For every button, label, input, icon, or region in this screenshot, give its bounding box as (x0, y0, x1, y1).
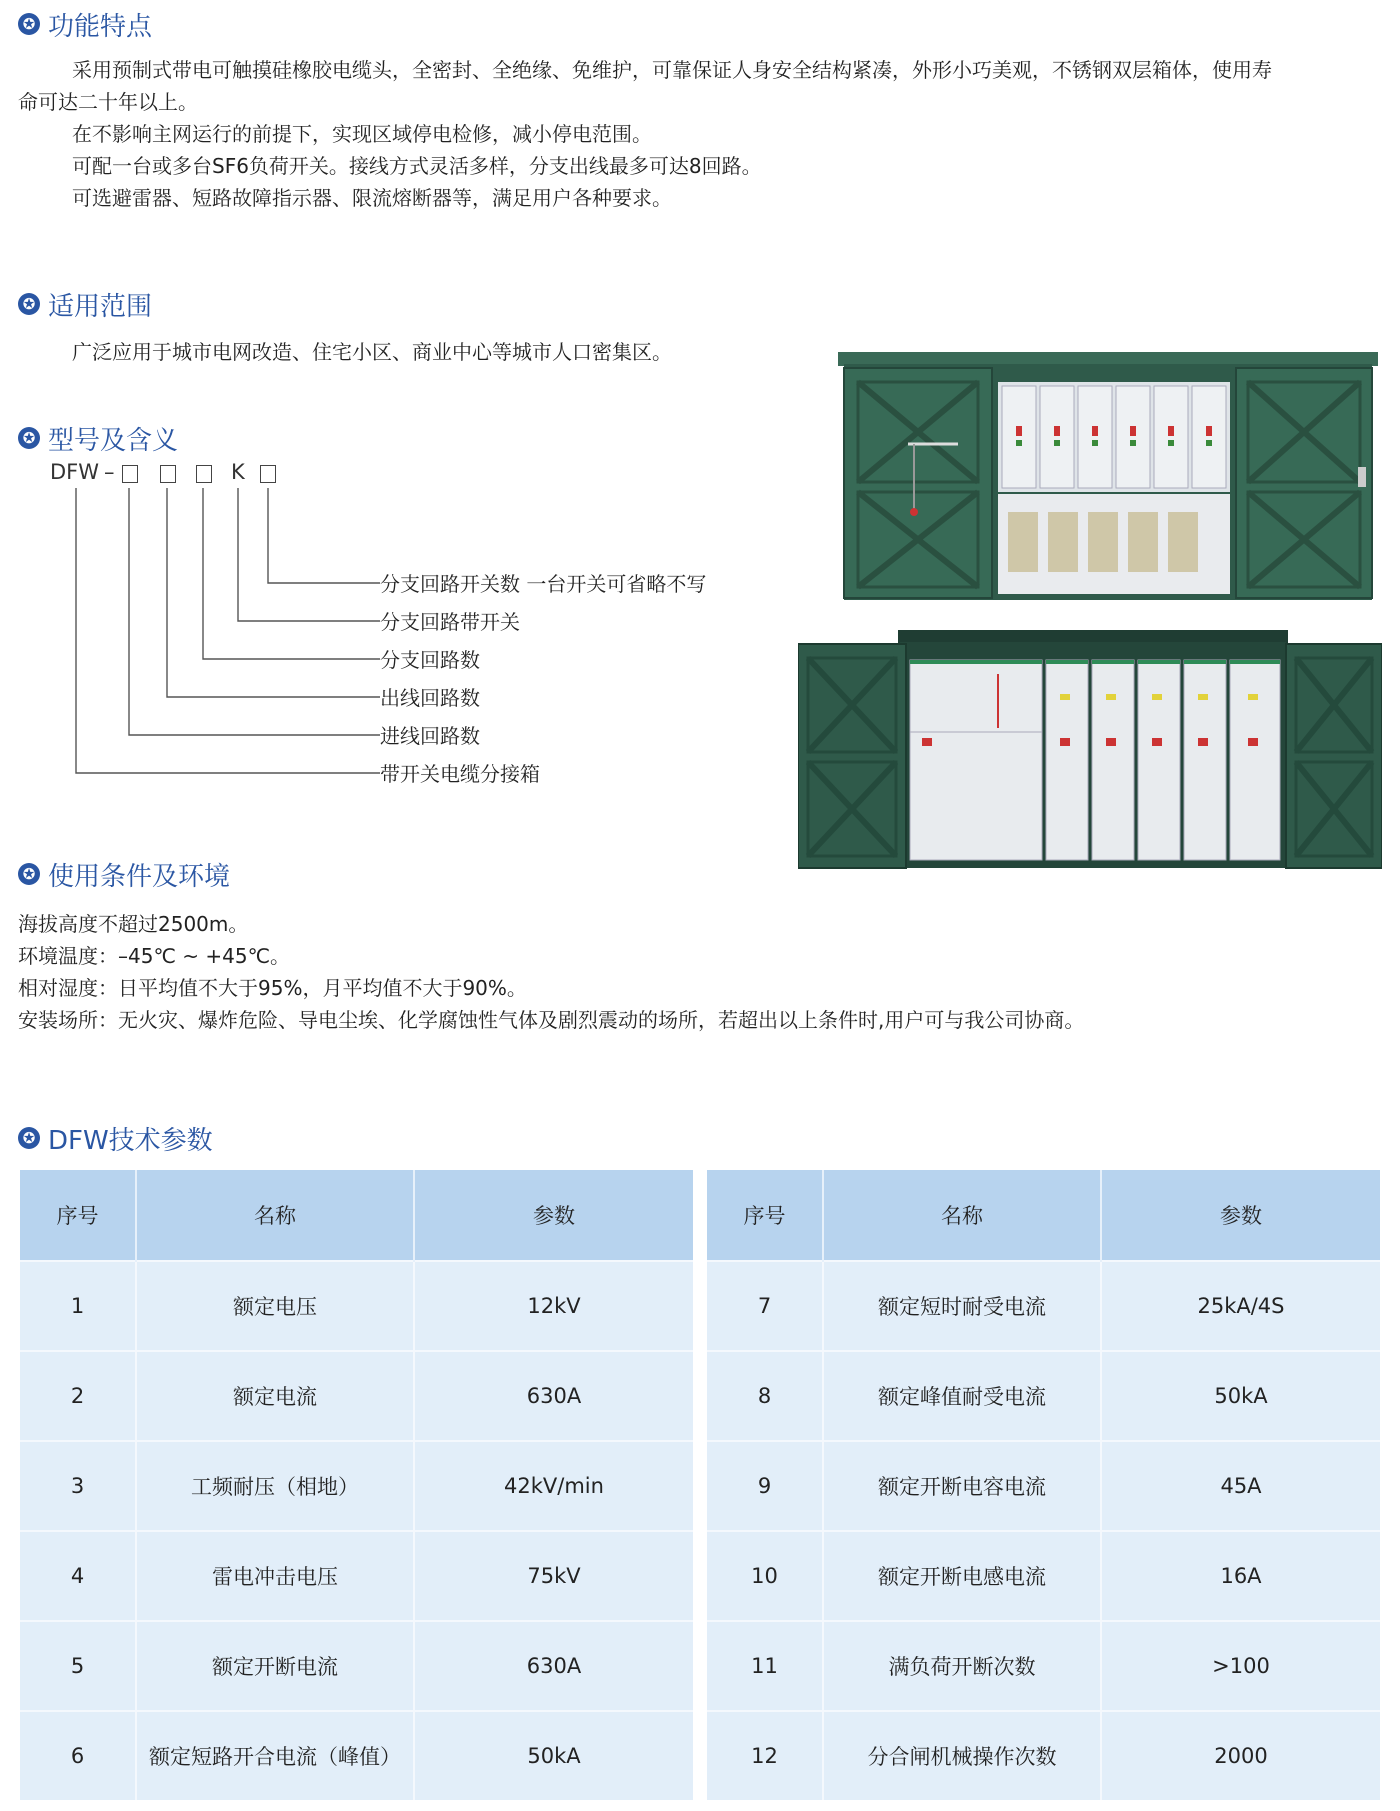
row-name: 分合闸机械操作次数 (823, 1711, 1101, 1800)
table-row (707, 1531, 1380, 1621)
row-name: 额定短时耐受电流 (823, 1261, 1101, 1351)
row-index: 10 (707, 1531, 823, 1621)
row-name: 满负荷开断次数 (823, 1621, 1101, 1711)
leader-line-switch-count (268, 488, 380, 583)
table-row (20, 1531, 693, 1621)
row-value: 25kA/4S (1101, 1261, 1380, 1351)
features-body (18, 54, 1388, 214)
row-index: 2 (20, 1351, 136, 1441)
model-dash: – (104, 460, 115, 484)
table-row (20, 1441, 693, 1531)
cabinet-photo-open-bottom (798, 630, 1382, 870)
params-title: DFW技术参数 (48, 1125, 213, 1156)
row-name: 额定电压 (136, 1261, 414, 1351)
table-row (20, 1711, 693, 1800)
row-name: 额定开断电流 (136, 1621, 414, 1711)
header-name: 名称 (136, 1170, 414, 1261)
scope-body: 广泛应用于城市电网改造、住宅小区、商业中心等城市人口密集区。 (72, 340, 672, 364)
model-prefix: DFW (50, 460, 100, 484)
row-name: 额定开断电容电流 (823, 1441, 1101, 1531)
table-row (707, 1711, 1380, 1800)
table-row (20, 1621, 693, 1711)
row-index: 11 (707, 1621, 823, 1711)
header-name: 名称 (823, 1170, 1101, 1261)
row-index: 3 (20, 1441, 136, 1531)
table-row (707, 1261, 1380, 1351)
condition-humidity: 相对湿度：日平均值不大于95%，月平均值不大于90%。 (18, 976, 527, 1000)
features-heading (18, 6, 152, 42)
table-header-row (707, 1170, 1380, 1261)
scope-title: 适用范围 (48, 291, 153, 322)
row-value: 16A (1101, 1531, 1380, 1621)
conditions-heading (18, 856, 230, 892)
leader-line-outgoing (167, 488, 380, 697)
features-p2: 在不影响主网运行的前提下，实现区域停电检修，减小停电范围。 (72, 122, 652, 146)
star-icon: ✪ (18, 293, 40, 315)
model-code-diagram (30, 460, 750, 800)
row-index: 1 (20, 1261, 136, 1351)
model-label-branch-count: 分支回路数 (380, 648, 480, 672)
params-table-left (20, 1170, 693, 1800)
row-name: 工频耐压（相地） (136, 1441, 414, 1531)
features-p3: 可配一台或多台SF6负荷开关。接线方式灵活多样，分支出线最多可达8回路。 (72, 154, 762, 178)
header-index: 序号 (20, 1170, 136, 1261)
row-index: 8 (707, 1351, 823, 1441)
conditions-title: 使用条件及环境 (48, 861, 231, 892)
row-index: 5 (20, 1621, 136, 1711)
conditions-body (18, 908, 1378, 1036)
row-value: 630A (414, 1351, 693, 1441)
condition-location: 安装场所：无火灾、爆炸危险、导电尘埃、化学腐蚀性气体及剧烈震动的场所，若超出以上条件时,用户可与我公司协商。 (18, 1008, 1085, 1032)
model-label-incoming: 进线回路数 (380, 724, 480, 748)
model-label-outgoing: 出线回路数 (380, 686, 480, 710)
model-label-switch-count: 分支回路开关数 一台开关可省略不写 (380, 572, 707, 596)
table-row (707, 1621, 1380, 1711)
features-title: 功能特点 (48, 11, 153, 42)
star-icon: ✪ (18, 427, 40, 449)
row-value: >100 (1101, 1621, 1380, 1711)
condition-temperature: 环境温度：–45℃ ~ +45℃。 (18, 944, 291, 968)
row-index: 6 (20, 1711, 136, 1800)
params-table-right (707, 1170, 1380, 1800)
row-index: 4 (20, 1531, 136, 1621)
header-index: 序号 (707, 1170, 823, 1261)
row-index: 9 (707, 1441, 823, 1531)
table-header-row (20, 1170, 693, 1261)
row-value: 12kV (414, 1261, 693, 1351)
model-label-branch-switch: 分支回路带开关 (380, 610, 520, 634)
star-icon: ✪ (18, 863, 40, 885)
cabinet-photo-open-top (838, 352, 1378, 602)
leader-line-branch-switch (238, 488, 380, 621)
model-k: K (231, 460, 245, 484)
row-value: 42kV/min (414, 1441, 693, 1531)
star-icon: ✪ (18, 1127, 40, 1149)
row-value: 75kV (414, 1531, 693, 1621)
row-value: 50kA (1101, 1351, 1380, 1441)
table-row (707, 1441, 1380, 1531)
table-row (707, 1351, 1380, 1441)
row-value: 2000 (1101, 1711, 1380, 1800)
row-index: 12 (707, 1711, 823, 1800)
features-p4: 可选避雷器、短路故障指示器、限流熔断器等，满足用户各种要求。 (72, 186, 672, 210)
scope-heading (18, 286, 152, 322)
row-index: 7 (707, 1261, 823, 1351)
row-name: 额定开断电感电流 (823, 1531, 1101, 1621)
leader-line-branch-count (203, 488, 380, 659)
header-value: 参数 (1101, 1170, 1380, 1261)
row-value: 630A (414, 1621, 693, 1711)
row-name: 额定峰值耐受电流 (823, 1351, 1101, 1441)
table-row (20, 1351, 693, 1441)
model-title: 型号及含义 (48, 425, 179, 456)
header-value: 参数 (414, 1170, 693, 1261)
params-heading (18, 1120, 213, 1156)
model-label-box: 带开关电缆分接箱 (380, 762, 540, 786)
condition-altitude: 海拔高度不超过2500m。 (18, 912, 249, 936)
row-name: 额定电流 (136, 1351, 414, 1441)
star-icon: ✪ (18, 13, 40, 35)
row-name: 额定短路开合电流（峰值） (136, 1711, 414, 1800)
leader-line-box (76, 488, 380, 773)
model-heading (18, 420, 178, 456)
table-row (20, 1261, 693, 1351)
row-value: 45A (1101, 1441, 1380, 1531)
features-p1-line2: 命可达二十年以上。 (18, 90, 198, 114)
row-name: 雷电冲击电压 (136, 1531, 414, 1621)
features-p1-line1: 采用预制式带电可触摸硅橡胶电缆头，全密封、全绝缘、免维护，可靠保证人身安全结构紧凑，外形小巧美观，不锈钢双层箱体，使用寿 (72, 58, 1272, 82)
row-value: 50kA (414, 1711, 693, 1800)
